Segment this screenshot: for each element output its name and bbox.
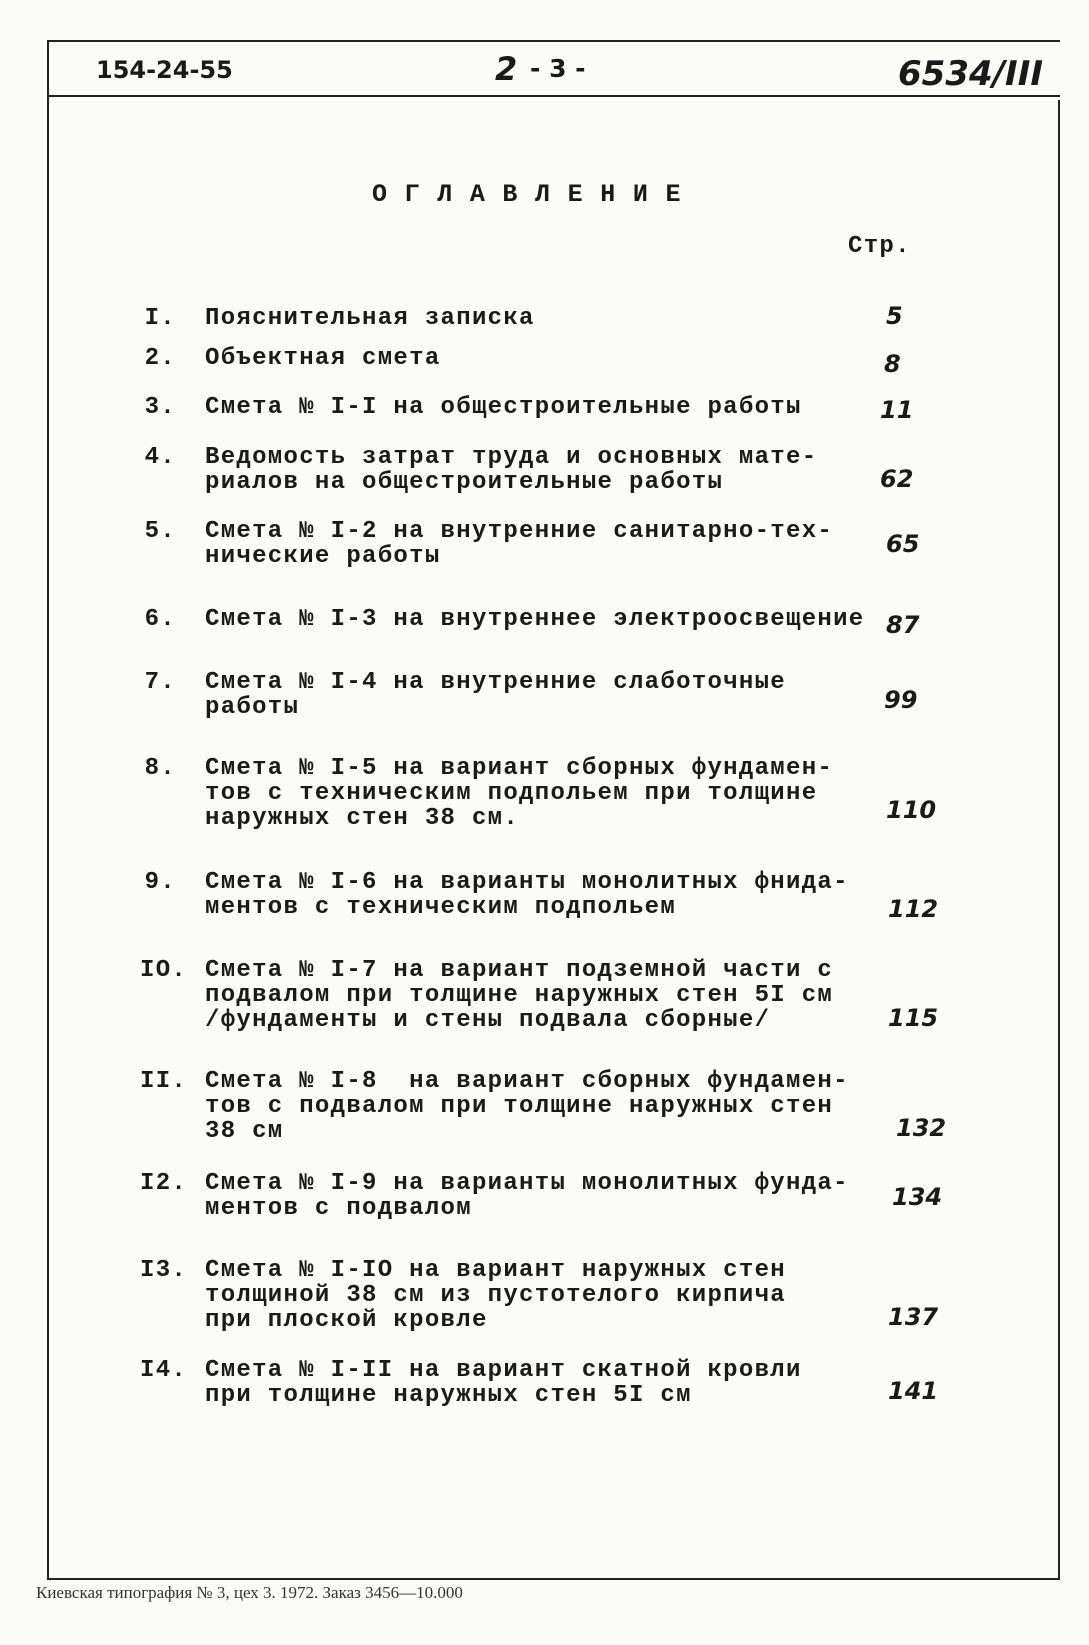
entry-text-line: Смета № I-3 на внутреннее электроосвещение — [205, 606, 865, 633]
frame-left-line — [47, 40, 49, 1580]
frame-top-line — [47, 40, 1060, 42]
entry-page-number: 8 — [884, 350, 901, 378]
frame-right-line — [1058, 100, 1060, 1580]
entry-text-line: ментов с техническим подпольем — [205, 894, 677, 921]
entry-text-line: Смета № I-2 на внутренние санитарно-тех- — [205, 518, 834, 545]
entry-page-number: 87 — [886, 611, 920, 639]
entry-text-line: Смета № I-II на вариант скатной кровли — [205, 1357, 802, 1384]
entry-text-line: Смета № I-9 на варианты монолитных фунда- — [205, 1170, 849, 1197]
entry-page-number: 99 — [884, 686, 918, 714]
entry-text-line: риалов на общестроительные работы — [205, 469, 724, 496]
entry-text-line: Пояснительная записка — [205, 305, 535, 332]
entry-text-line: Ведомость затрат труда и основных мате- — [205, 444, 818, 471]
header-divider — [47, 95, 1060, 97]
entry-page-number: 141 — [888, 1377, 939, 1405]
entry-text-line: работы — [205, 694, 300, 721]
archive-number: 6534/III — [898, 54, 1043, 94]
entry-number: 4. — [144, 444, 176, 471]
entry-text-line: Смета № I-IO на вариант наружных стен — [205, 1257, 786, 1284]
entry-text-line: Смета № I-I на общестроительные работы — [205, 394, 802, 421]
entry-number: 9. — [144, 869, 176, 896]
entry-page-number: 65 — [886, 530, 920, 558]
entry-number: I. — [144, 305, 176, 332]
entry-text-line: Смета № I-6 на варианты монолитных фнида- — [205, 869, 849, 896]
entry-text-line: Смета № I-8 на вариант сборных фундамен- — [205, 1068, 849, 1095]
entry-number: I2. — [140, 1170, 188, 1197]
entry-page-number: 115 — [888, 1004, 939, 1032]
entry-page-number: 132 — [896, 1114, 947, 1142]
entry-page-number: 110 — [886, 796, 937, 824]
page-number-typed: - 3 - — [530, 54, 586, 83]
entry-text-line: 38 см — [205, 1118, 284, 1145]
doc-code: 154-24-55 — [96, 56, 233, 84]
entry-page-number: 134 — [892, 1183, 943, 1211]
page-column-label: Стр. — [848, 233, 911, 260]
entry-text-line: Смета № I-4 на внутренние слаботочные — [205, 669, 786, 696]
entry-text-line: Объектная смета — [205, 345, 441, 372]
entry-number: II. — [140, 1068, 188, 1095]
entry-number: I4. — [140, 1357, 188, 1384]
entry-text-line: Смета № I-5 на вариант сборных фундамен- — [205, 755, 834, 782]
entry-text-line: тов с техническим подпольем при толщине — [205, 780, 818, 807]
entry-number: I3. — [140, 1257, 188, 1284]
entry-page-number: 11 — [880, 396, 914, 424]
entry-page-number: 112 — [888, 895, 939, 923]
entry-page-number: 5 — [886, 302, 903, 330]
entry-text-line: нические работы — [205, 543, 441, 570]
entry-text-line: при толщине наружных стен 5I см — [205, 1382, 692, 1409]
printer-footer: Киевская типография № 3, цех 3. 1972. Заказ 3456—10.000 — [36, 1583, 463, 1602]
entry-number: 2. — [144, 345, 176, 372]
entry-text-line: Смета № I-7 на вариант подземной части с — [205, 957, 834, 984]
entry-text-line: тов с подвалом при толщине наружных стен — [205, 1093, 834, 1120]
entry-page-number: 62 — [880, 465, 914, 493]
entry-number: 7. — [144, 669, 176, 696]
entry-text-line: при плоской кровле — [205, 1307, 488, 1334]
entry-number: 5. — [144, 518, 176, 545]
entry-text-line: ментов с подвалом — [205, 1195, 472, 1222]
entry-text-line: наружных стен 38 см. — [205, 805, 520, 832]
entry-text-line: /фундаменты и стены подвала сборные/ — [205, 1007, 771, 1034]
entry-number: 3. — [144, 394, 176, 421]
entry-text-line: толщиной 38 см из пустотелого кирпича — [205, 1282, 786, 1309]
toc-title: О Г Л А В Л Е Н И Е — [372, 180, 682, 209]
frame-bottom-line — [47, 1578, 1060, 1580]
entry-page-number: 137 — [888, 1303, 939, 1331]
entry-number: IO. — [140, 957, 188, 984]
entry-number: 8. — [144, 755, 176, 782]
entry-number: 6. — [144, 606, 176, 633]
page-number-handwritten: 2 — [495, 50, 518, 88]
entry-text-line: подвалом при толщине наружных стен 5I см — [205, 982, 834, 1009]
